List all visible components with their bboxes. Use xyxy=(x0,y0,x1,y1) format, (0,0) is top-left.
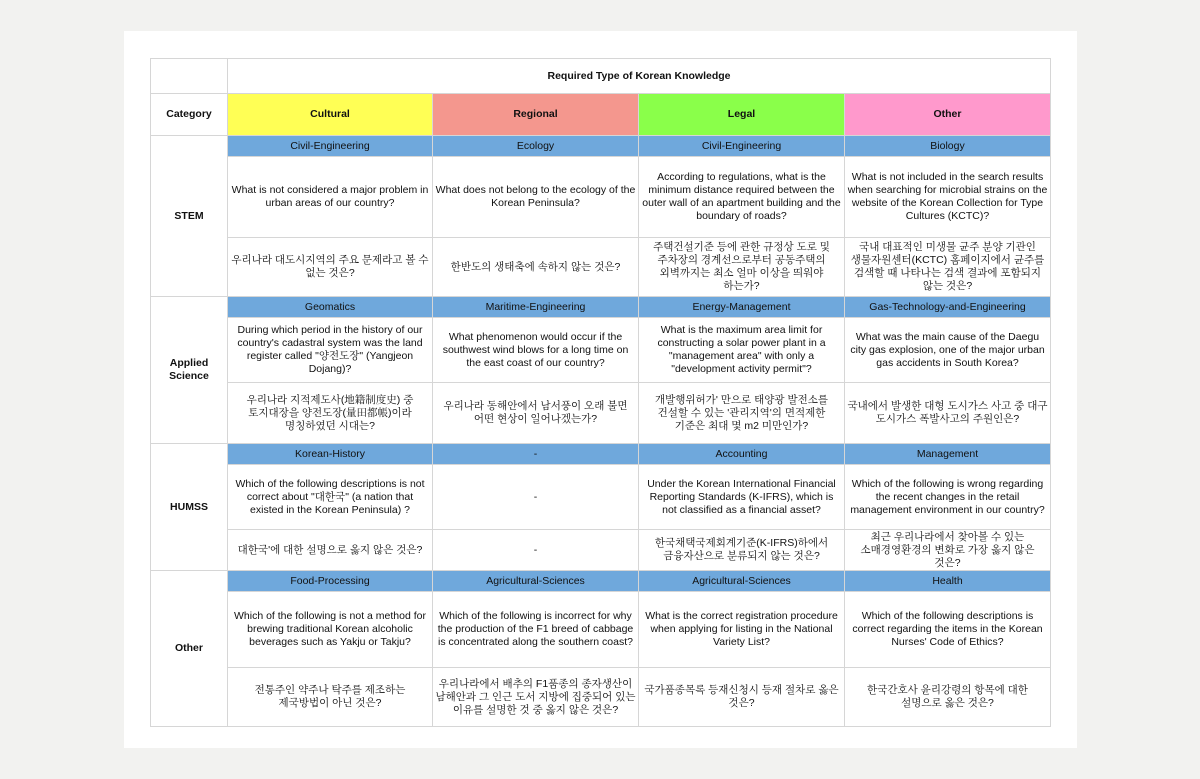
english-question-cultural: What is not considered a major problem in urban areas of our country? xyxy=(228,157,433,238)
domain-cell-legal: Accounting xyxy=(639,444,845,465)
domain-cell-cultural: Civil-Engineering xyxy=(228,136,433,157)
korean-knowledge-table xyxy=(150,58,1051,727)
korean-question-other: 국내에서 발생한 대형 도시가스 사고 중 대구 도시가스 폭발사고의 주원인은? xyxy=(845,383,1051,444)
column-header-regional: Regional xyxy=(433,94,639,136)
english-question-legal: What is the maximum area limit for constructing a solar power plant in a "management area" with only a "development activity permit"? xyxy=(639,318,845,383)
korean-question-regional: 우리나라 동해안에서 남서풍이 오래 불면 어떤 현상이 일어나겠는가? xyxy=(433,383,639,444)
english-question-legal: According to regulations, what is the minimum distance required between the outer wall of an apartment building and the boundary of roads? xyxy=(639,157,845,238)
english-row-humss xyxy=(151,465,1051,530)
domain-cell-regional: Agricultural-Sciences xyxy=(433,571,639,592)
domain-row-stem xyxy=(151,136,1051,157)
korean-question-cultural: 우리나라 지적제도사(地籍制度史) 중 토지대장을 양전도장(量田都帳)이라 명칭하였던 시대는? xyxy=(228,383,433,444)
header-row xyxy=(151,94,1051,136)
english-question-legal: Under the Korean International Financial Reporting Standards (K-IFRS), which is not classified as a financial asset? xyxy=(639,465,845,530)
corner-cell xyxy=(151,59,228,94)
english-question-regional: What does not belong to the ecology of the Korean Peninsula? xyxy=(433,157,639,238)
column-header-other: Other xyxy=(845,94,1051,136)
domain-cell-other: Health xyxy=(845,571,1051,592)
english-question-regional: - xyxy=(433,465,639,530)
korean-row-stem xyxy=(151,238,1051,297)
category-header: Category xyxy=(151,94,228,136)
domain-cell-legal: Civil-Engineering xyxy=(639,136,845,157)
english-question-other: What was the main cause of the Daegu city gas explosion, one of the major urban gas accidents in South Korea? xyxy=(845,318,1051,383)
domain-cell-cultural: Geomatics xyxy=(228,297,433,318)
korean-row-applied-science xyxy=(151,383,1051,444)
english-question-other: Which of the following descriptions is correct regarding the items in the Korean Nurses' Code of Ethics? xyxy=(845,592,1051,668)
category-cell-stem: STEM xyxy=(151,136,228,297)
english-row-applied-science xyxy=(151,318,1051,383)
domain-cell-other: Management xyxy=(845,444,1051,465)
english-question-regional: Which of the following is incorrect for why the production of the F1 breed of cabbage is concentrated along the southern coast? xyxy=(433,592,639,668)
korean-row-other xyxy=(151,668,1051,727)
korean-question-cultural: 전통주인 약주나 탁주를 제조하는 제국방법이 아닌 것은? xyxy=(228,668,433,727)
category-cell-other: Other xyxy=(151,571,228,727)
domain-cell-legal: Agricultural-Sciences xyxy=(639,571,845,592)
korean-question-legal: 주택건설기준 등에 관한 규정상 도로 및 주차장의 경계선으로부터 공동주택의 외벽까지는 최소 얼마 이상을 띄워야 하는가? xyxy=(639,238,845,297)
category-cell-applied-science: Applied Science xyxy=(151,297,228,444)
domain-cell-cultural: Food-Processing xyxy=(228,571,433,592)
domain-cell-regional: Ecology xyxy=(433,136,639,157)
english-question-regional: What phenomenon would occur if the southwest wind blows for a long time on the east coast of our country? xyxy=(433,318,639,383)
korean-question-cultural: 우리나라 대도시지역의 주요 문제라고 볼 수 없는 것은? xyxy=(228,238,433,297)
korean-question-other: 국내 대표적인 미생물 균주 분양 기관인 생물자원센터(KCTC) 홈페이지에서 균주를 검색할 때 나타나는 검색 결과에 포함되지 않는 것은? xyxy=(845,238,1051,297)
english-question-other: What is not included in the search results when searching for microbial strains on the website of the Korean Collection for Type Cultures (KCTC)? xyxy=(845,157,1051,238)
korean-question-legal: 한국채택국제회계기준(K-IFRS)하에서 금융자산으로 분류되지 않는 것은? xyxy=(639,530,845,571)
english-row-stem xyxy=(151,157,1051,238)
english-question-cultural: During which period in the history of our country's cadastral system was the land register called "양전도장" (Yangjeon Dojang)? xyxy=(228,318,433,383)
domain-cell-other: Gas-Technology-and-Engineering xyxy=(845,297,1051,318)
domain-cell-legal: Energy-Management xyxy=(639,297,845,318)
domain-row-humss xyxy=(151,444,1051,465)
domain-cell-regional: Maritime-Engineering xyxy=(433,297,639,318)
korean-question-legal: 개발행위허가' 만으로 태양광 발전소를 건설할 수 있는 '관리지역'의 면적제한 기준은 최대 몇 m2 미만인가? xyxy=(639,383,845,444)
domain-cell-regional: - xyxy=(433,444,639,465)
table-title: Required Type of Korean Knowledge xyxy=(228,59,1051,94)
column-header-cultural: Cultural xyxy=(228,94,433,136)
korean-question-regional: - xyxy=(433,530,639,571)
title-row xyxy=(151,59,1051,94)
domain-row-other xyxy=(151,571,1051,592)
column-header-legal: Legal xyxy=(639,94,845,136)
korean-question-cultural: 대한국'에 대한 설명으로 옳지 않은 것은? xyxy=(228,530,433,571)
english-row-other xyxy=(151,592,1051,668)
korean-question-legal: 국가품종목록 등재신청시 등재 절차로 옳은 것은? xyxy=(639,668,845,727)
korean-question-other: 한국간호사 윤리강령의 항목에 대한 설명으로 옳은 것은? xyxy=(845,668,1051,727)
category-cell-humss: HUMSS xyxy=(151,444,228,571)
english-question-legal: What is the correct registration procedure when applying for listing in the National Variety List? xyxy=(639,592,845,668)
document-card xyxy=(124,31,1077,748)
domain-cell-cultural: Korean-History xyxy=(228,444,433,465)
korean-question-regional: 한반도의 생태축에 속하지 않는 것은? xyxy=(433,238,639,297)
english-question-cultural: Which of the following is not a method for brewing traditional Korean alcoholic beverages such as Yakju or Takju? xyxy=(228,592,433,668)
english-question-cultural: Which of the following descriptions is not correct about "대한국" (a nation that existed in the Korean Peninsula) ? xyxy=(228,465,433,530)
domain-cell-other: Biology xyxy=(845,136,1051,157)
english-question-other: Which of the following is wrong regarding the recent changes in the retail management environment in our country? xyxy=(845,465,1051,530)
korean-question-regional: 우리나라에서 배추의 F1품종의 종자생산이 남해안과 그 인근 도서 지방에 집중되어 있는 이유를 설명한 것 중 옳지 않은 것은? xyxy=(433,668,639,727)
korean-question-other: 최근 우리나라에서 찾아볼 수 있는 소매경영환경의 변화로 가장 옳지 않은 것은? xyxy=(845,530,1051,571)
korean-row-humss xyxy=(151,530,1051,571)
domain-row-applied-science xyxy=(151,297,1051,318)
